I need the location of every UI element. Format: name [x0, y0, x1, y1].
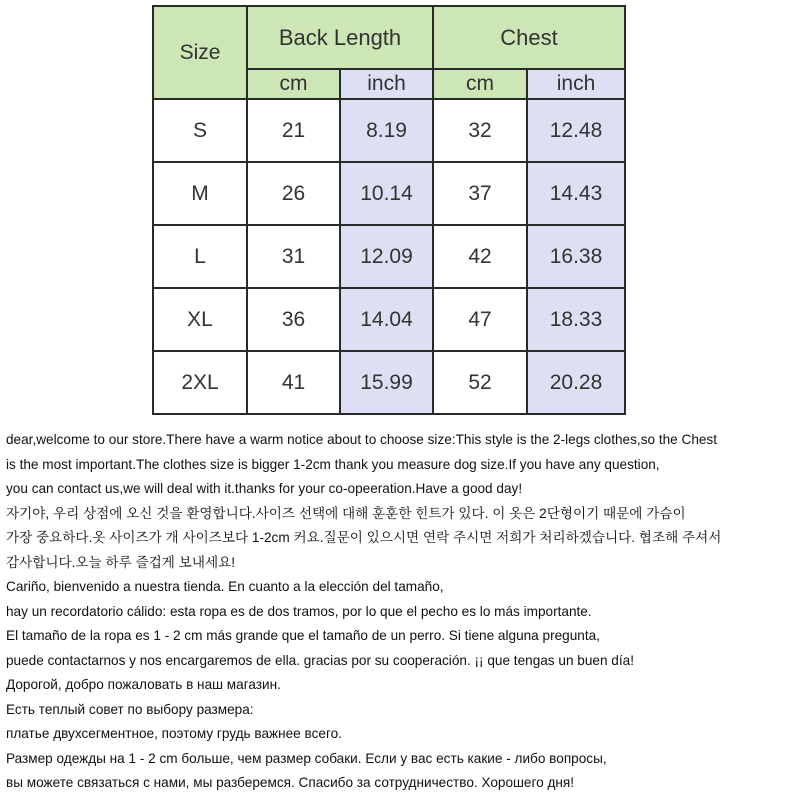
header-back-length: Back Length	[247, 6, 433, 69]
notice-line: hay un recordatorio cálido: esta ropa es de dos tramos, por lo que el pecho es lo más importante.	[6, 603, 592, 619]
header-size: Size	[153, 6, 247, 99]
notice-line: 가장 중요하다.옷 사이즈가 개 사이즈보다 1-2cm 커요.질문이 있으시면 연락 주시면 저희가 처리하겠습니다. 협조해 주셔서	[6, 530, 722, 545]
back-cm-cell: 21	[247, 99, 340, 162]
notice-line: вы можете связаться с нами, мы разберемся. Спасибо за сотрудничество. Хорошего дня!	[6, 775, 575, 790]
size-cell: 2XL	[153, 351, 247, 414]
table-row	[153, 351, 625, 414]
notice-line: 자기야, 우리 상점에 오신 것을 환영합니다.사이즈 선택에 대해 훈훈한 힌트가 있다. 이 옷은 2단형이기 때문에 가슴이	[6, 505, 686, 521]
notice-line: Размер одежды на 1 - 2 cm больше, чем размер собаки. Если у вас есть какие - либо вопросы,	[6, 750, 607, 766]
table-row	[153, 288, 625, 351]
back-inch-cell: 12.09	[340, 225, 433, 288]
chest-inch-cell: 14.43	[527, 162, 625, 225]
notice-line: dear,welcome to our store.There have a warm notice about to choose size:This style is the 2-legs clothes,so the Chest	[6, 432, 718, 447]
size-notice-text	[6, 428, 794, 796]
size-cell: L	[153, 225, 247, 288]
chest-inch-cell: 16.38	[527, 225, 625, 288]
size-cell: M	[153, 162, 247, 225]
chest-cm-cell: 52	[433, 351, 527, 414]
unit-cm: cm	[247, 69, 340, 99]
notice-line: 감사합니다.오늘 하루 즐겁게 보내세요!	[6, 554, 235, 570]
back-inch-cell: 10.14	[340, 162, 433, 225]
notice-line: you can contact us,we will deal with it.thanks for your co-opeeration.Have a good day!	[6, 481, 523, 496]
back-cm-cell: 26	[247, 162, 340, 225]
table-row	[153, 99, 625, 162]
size-cell: S	[153, 99, 247, 162]
table-row	[153, 225, 625, 288]
back-inch-cell: 8.19	[340, 99, 433, 162]
chest-cm-cell: 32	[433, 99, 527, 162]
notice-line: Есть теплый совет по выбору размера:	[6, 701, 254, 717]
size-cell: XL	[153, 288, 247, 351]
table-row	[153, 162, 625, 225]
back-cm-cell: 41	[247, 351, 340, 414]
chest-inch-cell: 20.28	[527, 351, 625, 414]
back-cm-cell: 31	[247, 225, 340, 288]
notice-line: платье двухсегментное, поэтому грудь важнее всего.	[6, 726, 342, 741]
unit-inch: inch	[340, 69, 433, 99]
size-chart-table	[152, 5, 626, 415]
chest-inch-cell: 18.33	[527, 288, 625, 351]
chest-cm-cell: 47	[433, 288, 527, 351]
chest-cm-cell: 42	[433, 225, 527, 288]
back-cm-cell: 36	[247, 288, 340, 351]
chest-cm-cell: 37	[433, 162, 527, 225]
notice-line: El tamaño de la ropa es 1 - 2 cm más grande que el tamaño de un perro. Si tiene alguna pregunta,	[6, 628, 600, 643]
chest-inch-cell: 12.48	[527, 99, 625, 162]
header-chest: Chest	[433, 6, 625, 69]
unit-cm: cm	[433, 69, 527, 99]
notice-line: is the most important.The clothes size is bigger 1-2cm thank you measure dog size.If you have any question,	[6, 456, 660, 472]
back-inch-cell: 14.04	[340, 288, 433, 351]
unit-inch: inch	[527, 69, 625, 99]
back-inch-cell: 15.99	[340, 351, 433, 414]
notice-line: puede contactarnos y nos encargaremos de ella. gracias por su cooperación. ¡¡ que tengas un buen día!	[6, 652, 634, 668]
notice-line: Cariño, bienvenido a nuestra tienda. En cuanto a la elección del tamaño,	[6, 579, 444, 594]
notice-line: Дорогой, добро пожаловать в наш магазин.	[6, 677, 281, 692]
